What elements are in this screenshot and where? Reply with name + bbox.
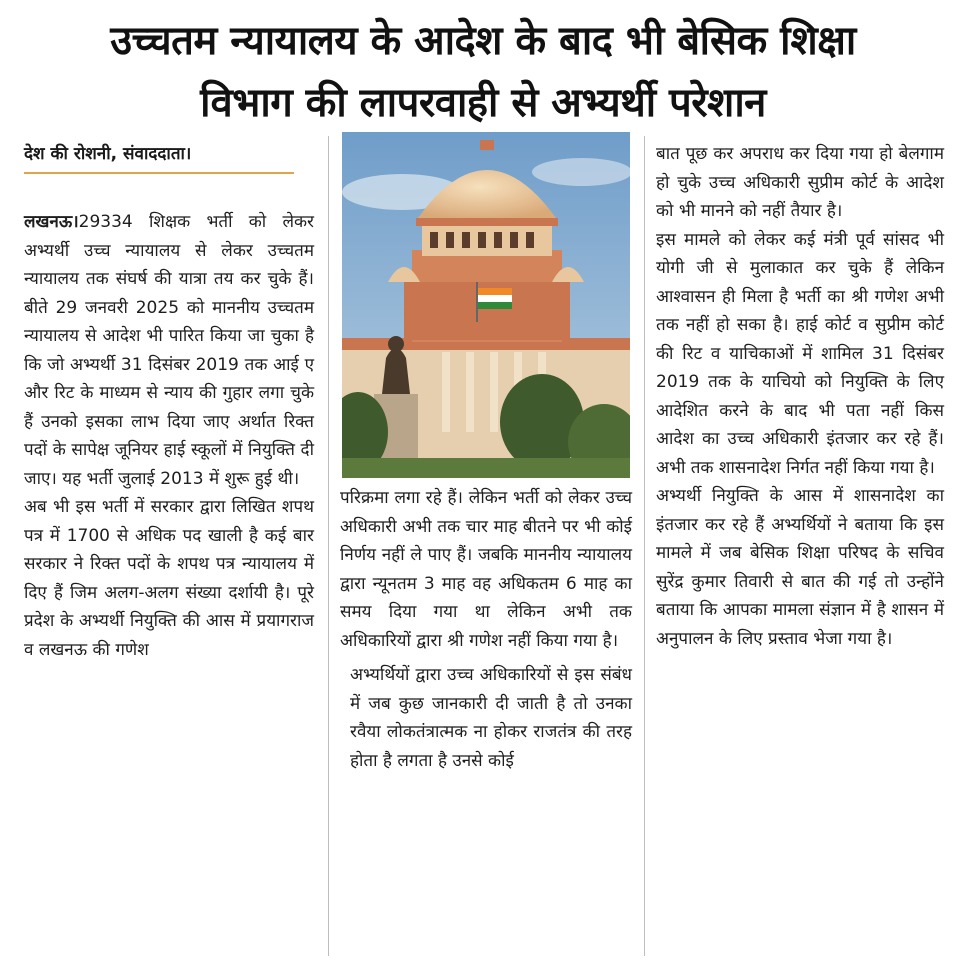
paragraph: बात पूछ कर अपराध कर दिया गया हो बेलगाम हो चुके उच्च अधिकारी सुप्रीम कोर्ट के आदेश को भी मानने को नहीं तैयार है। bbox=[656, 144, 944, 221]
article-column-2 bbox=[340, 484, 632, 775]
article-column-1 bbox=[24, 208, 314, 664]
paragraph: अब भी इस भर्ती में सरकार द्वारा लिखित शपथ पत्र में 1700 से अधिक पद खाली है कई बार सरकार ने रिक्त पदों के शपथ पत्र न्यायालय में दिए हैं जिम अलग-अलग संख्या दर्शायी है। पूरे प्रदेश के अभ्यर्थी नियुक्ति की आस में प्रयागराज व लखनऊ की गणेश bbox=[24, 497, 314, 660]
supreme-court-illustration bbox=[342, 132, 630, 478]
dateline: लखनऊ। bbox=[24, 212, 79, 232]
paragraph: परिक्रमा लगा रहे हैं। लेकिन भर्ती को लेकर उच्च अधिकारी अभी तक चार माह बीतने पर भी कोई निर्णय नहीं ले पाए हैं। जबकि माननीय न्यायालय द्वारा न्यूनतम 3 माह वह अधिकतम 6 माह का समय दिया गया था लेकिन अभी तक अधिकारियों द्वारा श्री गणेश नहीं किया गया है। bbox=[340, 488, 632, 651]
paragraph-text: 29334 शिक्षक भर्ती को लेकर अभ्यर्थी उच्च न्यायालय से लेकर उच्चतम न्यायालय तक संघर्ष की यात्रा तय कर चुके हैं। बीते 29 जनवरी 2025 को माननीय उच्चतम न्यायालय से आदेश भी पारित किया जा चुका है कि जो अभ्यर्थी 31 दिसंबर 2019 तक आई ए और रिट के माध्यम से न्याय की गुहार लगा चुके हैं उनको इसका लाभ दिया जाए अर्थात रिक्त पदों के सापेक्ष जूनियर हाई स्कूलों में नियुक्ति दी जाए। यह भर्ती जुलाई 2013 में शुरू हुई थी। bbox=[24, 212, 314, 489]
headline-line-2: विभाग की लापरवाही से अभ्यर्थी परेशान bbox=[200, 80, 766, 126]
headline bbox=[0, 10, 966, 134]
headline-line-1: उच्चतम न्यायालय के आदेश के बाद भी बेसिक शिक्षा bbox=[110, 18, 856, 64]
column-divider bbox=[644, 136, 645, 956]
paragraph: इस मामले को लेकर कई मंत्री पूर्व सांसद भी योगी जी से मुलाकात कर चुके हैं लेकिन आश्वासन ही मिला है भर्ती का श्री गणेश अभी तक नहीं हो सका है। हाई कोर्ट व सुप्रीम कोर्ट की रिट व याचिकाओं में शामिल 31 दिसंबर 2019 तक के याचियो को नियुक्ति के लिए आदेशित करने के बाद भी पता नहीं किस आदेश का उच्च अधिकारी इंतजार कर रहे हैं। अभी तक शासनादेश निर्गत नहीं किया गया है। bbox=[656, 229, 944, 478]
supreme-court-photo bbox=[342, 132, 630, 478]
article-column-3 bbox=[656, 140, 944, 653]
column-divider bbox=[328, 136, 329, 956]
paragraph: अभ्यर्थी नियुक्ति के आस में शासनादेश का इंतजार कर रहे हैं अभ्यर्थियों ने बताया कि इस मामले में जब बेसिक शिक्षा परिषद के सचिव सुरेंद्र कुमार तिवारी से बात की गई तो उन्होंने बताया कि आपका मामला संज्ञान में है शासन में अनुपालन के लिए प्रस्ताव भेजा गया है। bbox=[656, 486, 944, 649]
byline: देश की रोशनी, संवाददाता। bbox=[24, 140, 294, 174]
paragraph: अभ्यर्थियों द्वारा उच्च अधिकारियों से इस संबंध में जब कुछ जानकारी दी जाती है तो उनका रवैया लोकतंत्रात्मक ना होकर राजतंत्र की तरह होता है लगता है उनसे कोई bbox=[350, 665, 632, 771]
paragraph bbox=[24, 208, 314, 493]
